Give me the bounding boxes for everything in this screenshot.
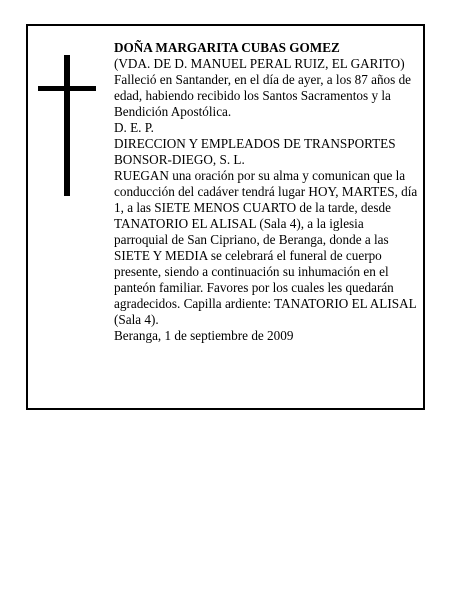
death-announcement: Falleció en Santander, en el día de ayer, a los 87 años de edad, habiendo recibido los Santos Sacramentos y la Bendición Apostólica.: [114, 72, 412, 119]
deceased-name: DOÑA MARGARITA CUBAS GOMEZ: [114, 40, 340, 55]
funeral-request: RUEGAN una oración por su alma y comunican que la conducción del cadáver tendrá lugar HOY, MARTES, día 1, a las SIETE MENOS CUARTO de la tarde, desde TANATORIO EL ALISAL (Sala 4), a la iglesia parroquial de San Cipriano, de Beranga, donde a las SIETE Y MEDIA se celebrará el funeral de cuerpo presente, siendo a continuación su inhumación en el panteón familiar. Favores por los cuales les quedarán agradecidos. Capilla ardiente: TANATORIO EL ALISAL (Sala 4).: [114, 168, 418, 327]
place-date: Beranga, 1 de septiembre de 2009: [114, 328, 294, 343]
obituary-text: [114, 40, 419, 344]
cross-horizontal-bar: [38, 86, 96, 91]
cross-vertical-bar: [64, 55, 70, 196]
rip-line: D. E. P.: [114, 120, 154, 135]
widow-of-line: (VDA. DE D. MANUEL PERAL RUIZ, EL GARITO): [114, 56, 405, 71]
signatories: DIRECCION Y EMPLEADOS DE TRANSPORTES BONSOR-DIEGO, S. L.: [114, 136, 396, 167]
